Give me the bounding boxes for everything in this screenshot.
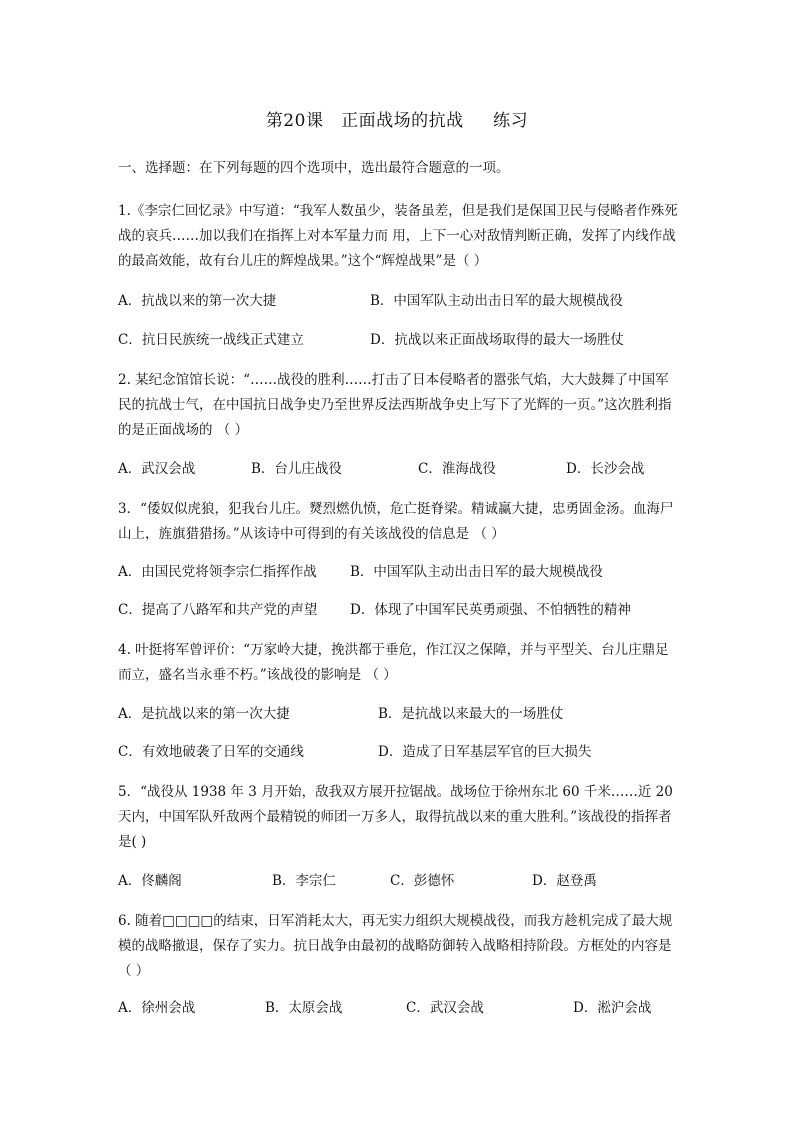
question-1-option-c: C．抗日民族统一战线正式建立	[118, 332, 304, 348]
question-1-option-b: B．中国军队主动出击日军的最大规模战役	[370, 293, 623, 309]
question-4-option-b: B．是抗战以来最大的一场胜仗	[378, 706, 564, 722]
question-6-option-d: D．淞沪会战	[573, 1000, 652, 1016]
question-2-option-c: C．淮海战役	[418, 461, 496, 477]
question-1-option-a: A．抗战以来的第一次大捷	[118, 293, 277, 309]
question-3-options	[118, 561, 688, 583]
question-5-option-a: A．佟麟阁	[118, 873, 182, 889]
question-3-option-b: B．中国军队主动出击日军的最大规模战役	[350, 564, 603, 580]
question-2-option-d: D．长沙会战	[566, 461, 645, 477]
question-2-stem: 2. 某纪念馆馆长说：“……战役的胜利……打击了日本侵略者的嚣张气焰，大大鼓舞了中国军民的抗战士气，在中国抗日战争史乃至世界反法西斯战争史上写下了光辉的一页。”这次胜利指的是正面战场的 （ ）	[118, 372, 672, 438]
question-3-option-c: C．提高了八路军和共产党的声望	[118, 602, 318, 618]
question-3-option-a: A．由国民党将领李宗仁指挥作战	[118, 564, 317, 580]
question-4-option-c: C．有效地破袭了日军的交通线	[118, 744, 304, 760]
question-1-stem: 1.《李宗仁回忆录》中写道：“我军人数虽少，装备虽差，但是我们是保国卫民与侵略者作殊死战的哀兵……加以我们在指挥上对本军量力而 用，上下一心对敌情判断正确，发挥了内线作战的最高效能，故有台儿庄的辉煌战果。”这个“辉煌战果”是（ ）	[118, 203, 678, 269]
question-1-option-d: D．抗战以来正面战场取得的最大一场胜仗	[370, 332, 624, 348]
question-2-option-b: B．台儿庄战役	[251, 461, 342, 477]
question-5-option-c: C．彭德怀	[390, 873, 455, 889]
question-2-options	[118, 458, 688, 480]
question-5-option-b: B．李宗仁	[272, 873, 336, 889]
question-4-options	[118, 703, 688, 725]
question-6-option-a: A．徐州会战	[118, 1000, 196, 1016]
question-6-option-b: B．太原会战	[265, 1000, 343, 1016]
question-4-stem: 4. 叶挺将军曾评价：“万家岭大捷，挽洪都于垂危，作江汉之保障，并与平型关、台儿庄鼎足而立，盛名当永垂不朽。”该战役的影响是 （ ）	[118, 642, 669, 683]
question-3-stem: 3．“倭奴似虎狼，犯我台儿庄。燹烈燃仇愤，危亡挺脊梁。精诚赢大捷，忠勇固金汤。血海尸山上，旌旗猎猎扬。”从该诗中可得到的有关该战役的信息是 （ ）	[118, 501, 674, 542]
page-title: 第20课 正面战场的抗战 练习	[265, 111, 529, 131]
section-heading: 一、选择题：在下列每题的四个选项中，选出最符合题意的一项。	[118, 160, 510, 176]
question-1-options	[118, 290, 688, 312]
question-4-option-a: A．是抗战以来的第一次大捷	[118, 706, 290, 722]
question-3-option-d: D．体现了中国军民英勇顽强、不怕牺牲的精神	[350, 602, 631, 618]
question-5-stem: 5．“战役从 1938 年 3 月开始，敌我双方展开拉锯战。战场位于徐州东北 60 千米……近 20 天内，中国军队歼敌两个最精锐的师团一万多人，取得抗战以来的重大胜利。”该战役的指挥者是( )	[118, 784, 673, 850]
question-2-option-a: A．武汉会战	[118, 461, 196, 477]
question-5-option-d: D．赵登禹	[532, 873, 597, 889]
question-1-options-row2	[118, 329, 688, 351]
question-4-options-row2	[118, 741, 688, 763]
question-4-option-d: D．造成了日军基层军官的巨大损失	[378, 744, 592, 760]
question-3-options-row2	[118, 599, 688, 621]
question-6-option-c: C．武汉会战	[406, 1000, 484, 1016]
question-6-stem: 6. 随着□□□□的结束，日军消耗太大，再无实力组织大规模战役，而我方趁机完成了最大规模的战略撤退，保存了实力。抗日战争由最初的战略防御转入战略相持阶段。方框处的内容是（ ）	[118, 913, 673, 979]
question-5-options	[118, 870, 688, 892]
question-6-options	[118, 997, 688, 1019]
